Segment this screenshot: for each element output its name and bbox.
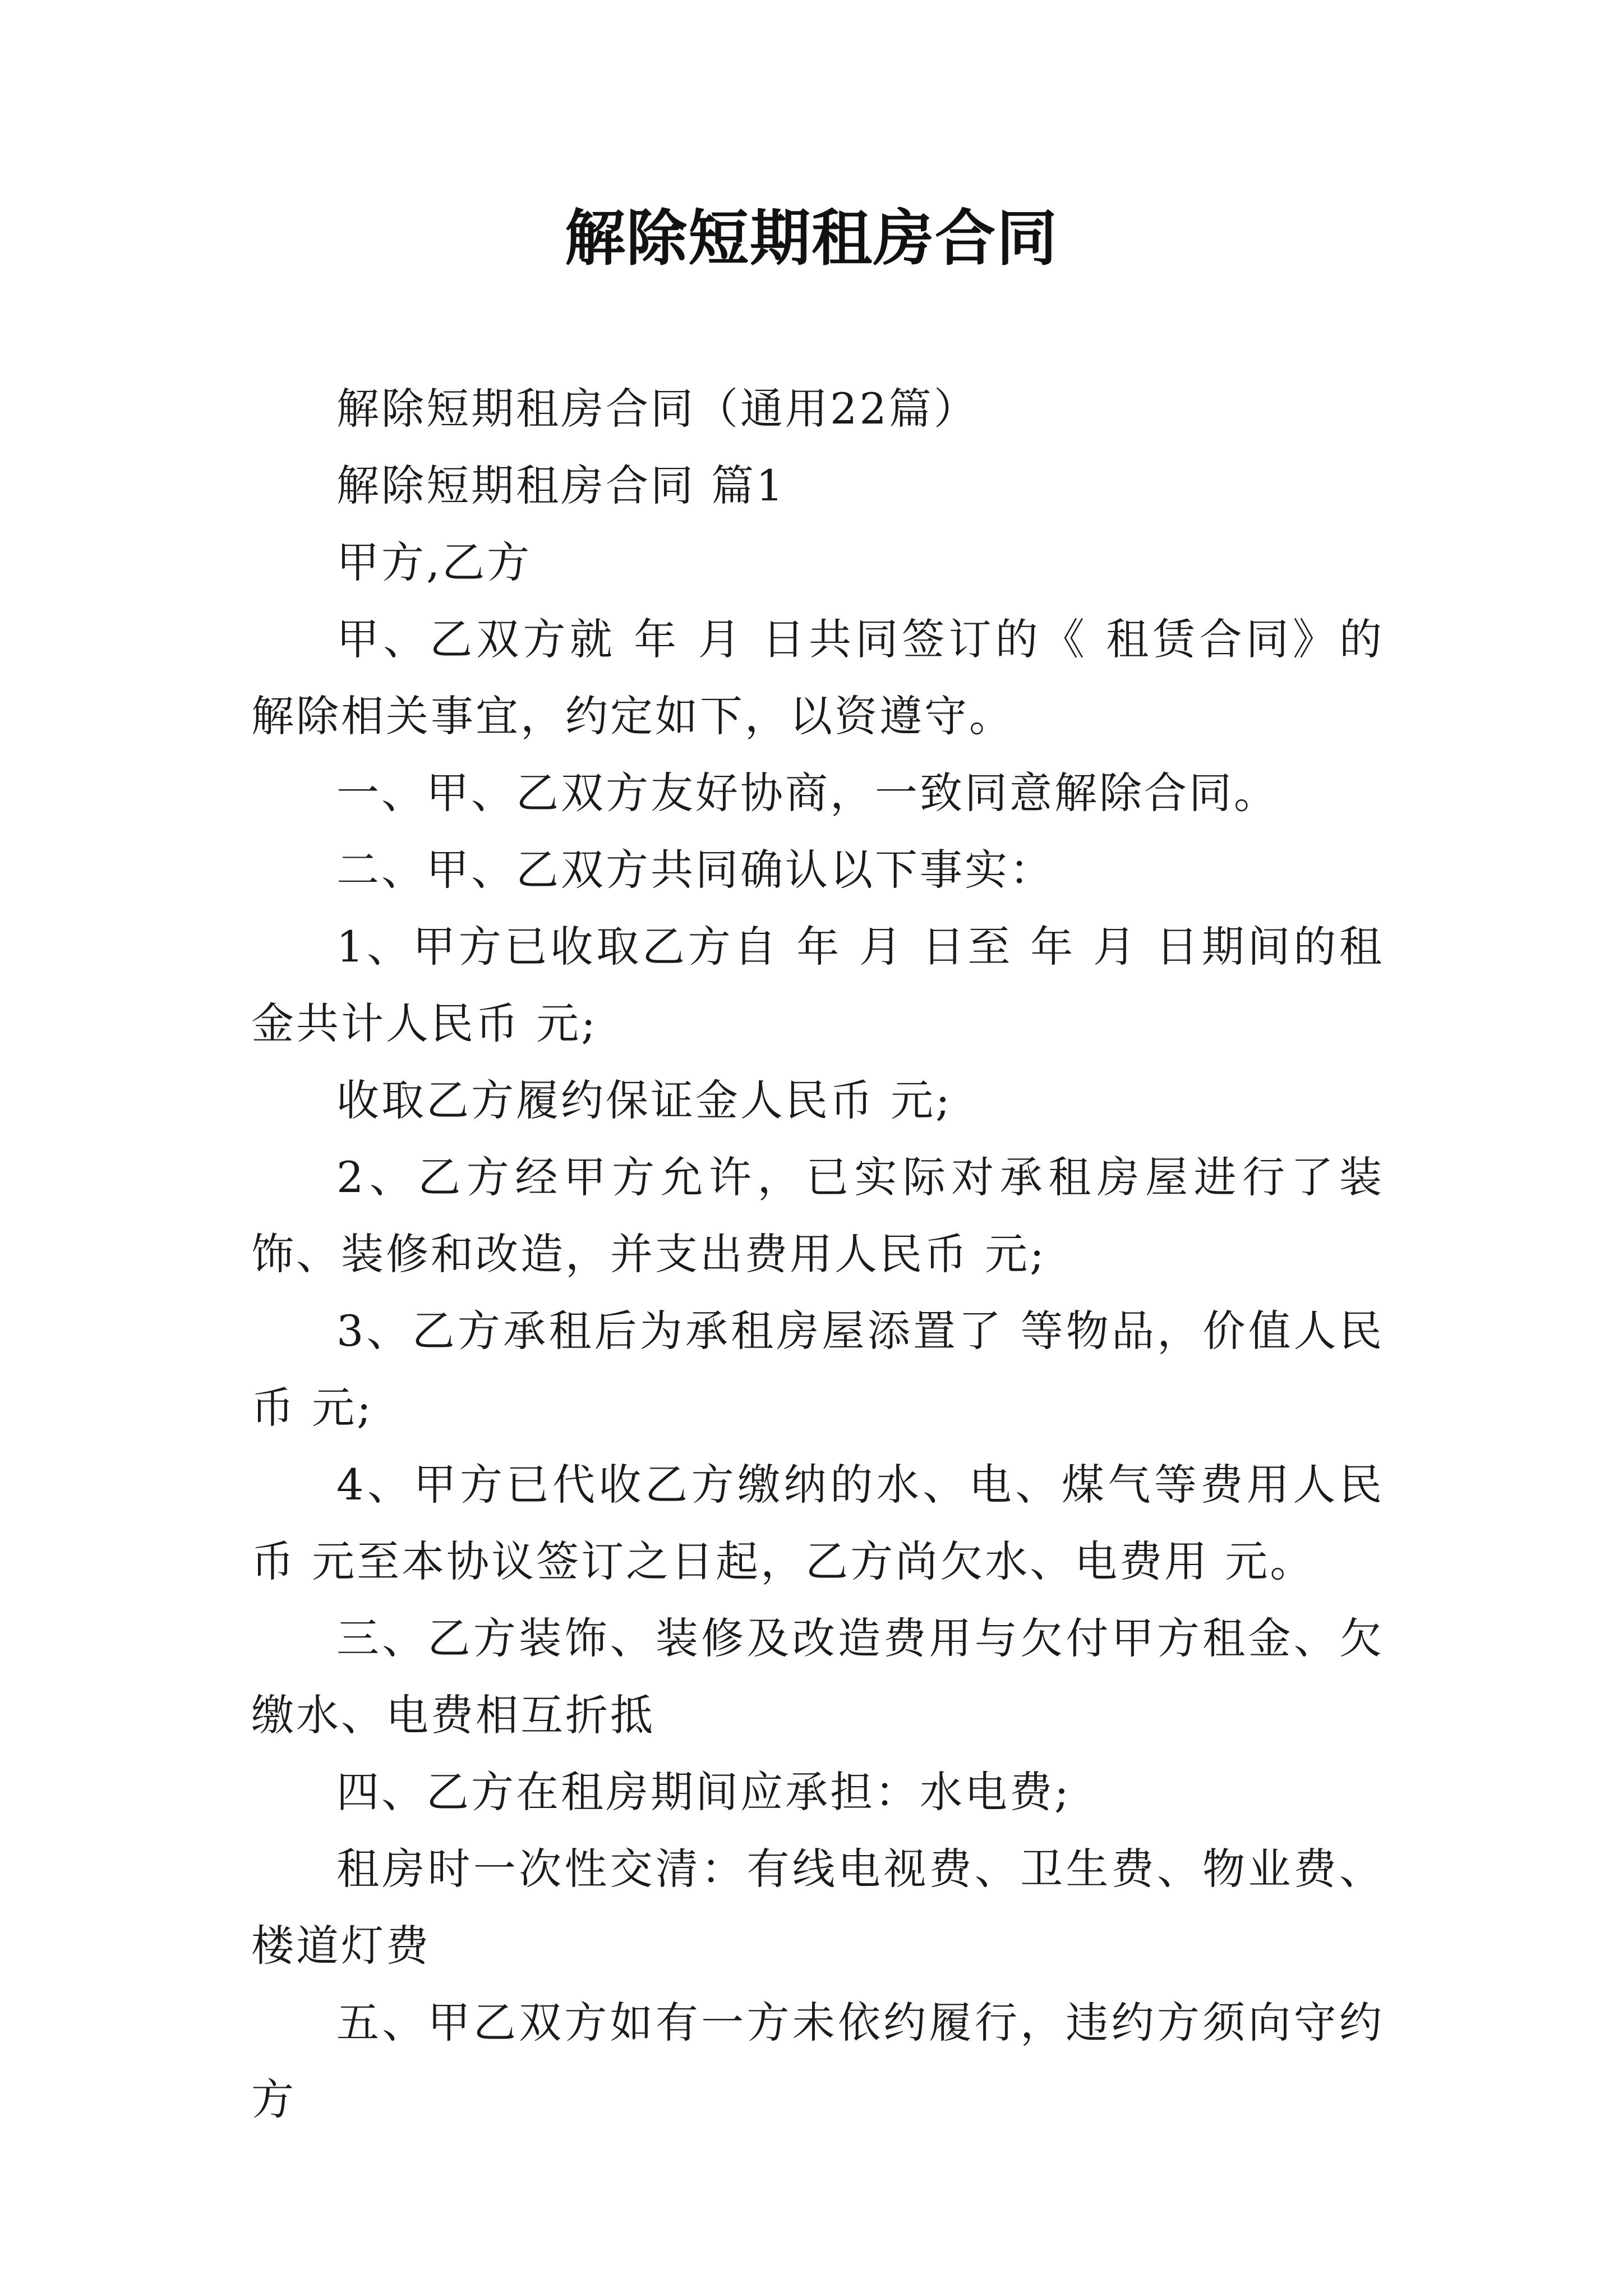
paragraph-clause-1: 一、甲、乙双方友好协商，一致同意解除合同。 bbox=[336, 768, 1279, 818]
paragraph-subtitle: 解除短期租房合同（通用22篇） bbox=[336, 384, 979, 434]
paragraph-one-time-fees: 租房时一次性交清：有线电视费、卫生费、物业费、楼道灯费 bbox=[251, 1844, 1384, 1971]
document-body bbox=[251, 370, 1384, 2138]
paragraph-fact-2: 2、乙方经甲方允许，已实际对承租房屋进行了装饰、装修和改造，并支出费用人民币 元; bbox=[251, 1152, 1384, 1279]
paragraph-clause-4: 四、乙方在租房期间应承担：水电费; bbox=[336, 1767, 1071, 1817]
paragraph-clause-3: 三、乙方装饰、装修及改造费用与欠付甲方租金、欠缴水、电费相互折抵 bbox=[251, 1613, 1384, 1740]
paragraph-parties: 甲方,乙方 bbox=[336, 537, 532, 587]
paragraph-clause-5: 五、甲乙双方如有一方未依约履行，违约方须向守约方 bbox=[251, 1998, 1384, 2124]
paragraph-fact-1: 1、甲方已收取乙方自 年 月 日至 年 月 日期间的租金共计人民币 元; bbox=[251, 922, 1384, 1048]
paragraph-deposit: 收取乙方履约保证金人民币 元; bbox=[336, 1075, 952, 1125]
paragraph-fact-4: 4、甲方已代收乙方缴纳的水、电、煤气等费用人民币 元至本协议签订之日起，乙方尚欠水、电费用 元。 bbox=[251, 1460, 1384, 1586]
paragraph-section-heading: 解除短期租房合同 篇1 bbox=[336, 461, 786, 510]
paragraph-clause-2: 二、甲、乙双方共同确认以下事实： bbox=[336, 845, 1054, 895]
paragraph-preamble: 甲、乙双方就 年 月 日共同签订的《 租赁合同》的解除相关事宜，约定如下，以资遵守。 bbox=[251, 614, 1384, 741]
document-title: 解除短期租房合同 bbox=[564, 203, 1058, 274]
paragraph-fact-3: 3、乙方承租后为承租房屋添置了 等物品，价值人民币 元; bbox=[251, 1306, 1384, 1433]
